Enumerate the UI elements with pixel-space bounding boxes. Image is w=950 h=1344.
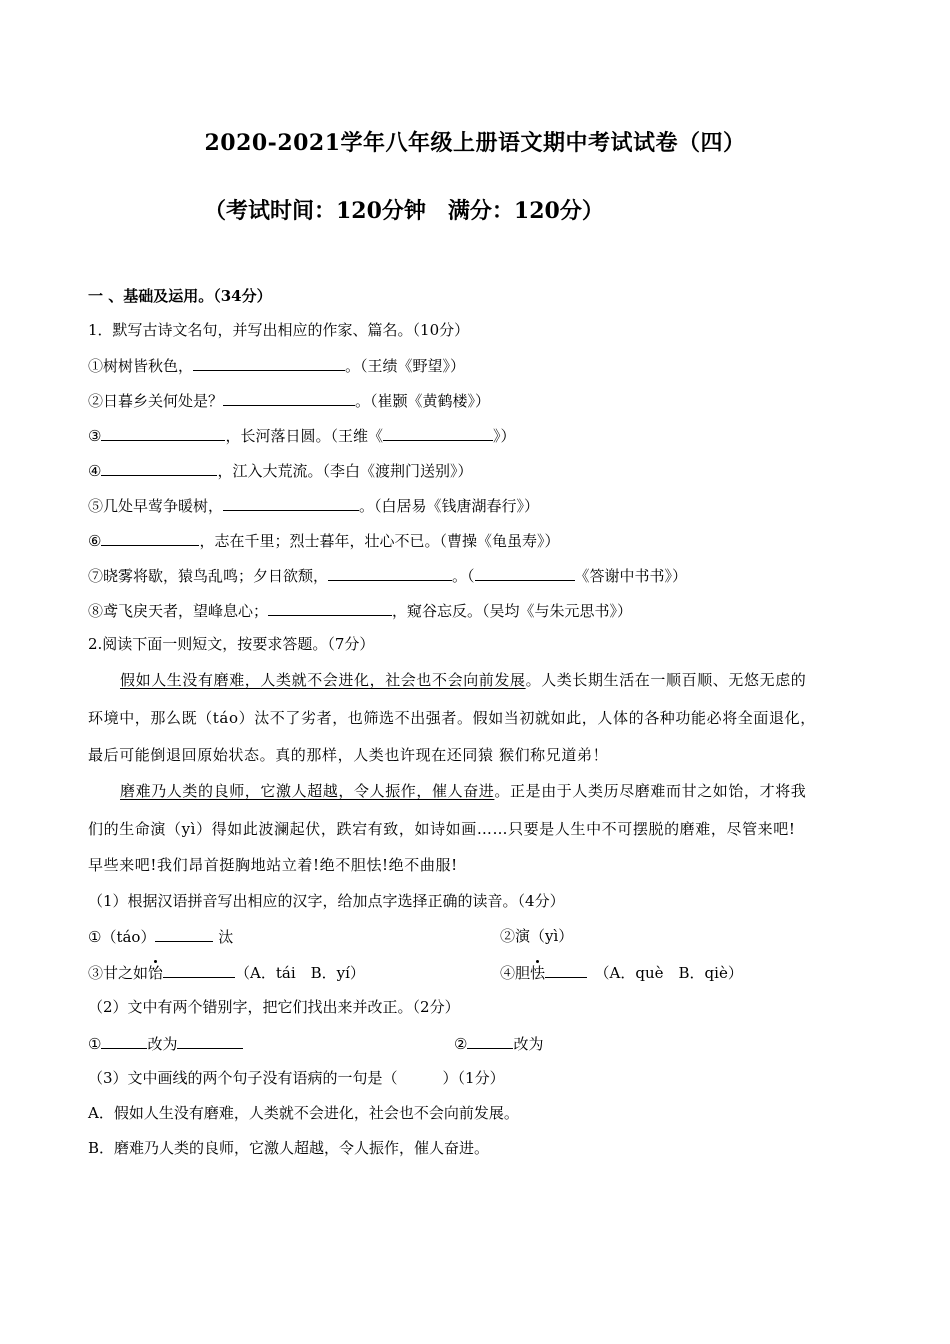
answer-blank[interactable] bbox=[545, 962, 587, 978]
answer-blank[interactable] bbox=[177, 1033, 243, 1049]
exam-title: 2020-2021学年八年级上册语文期中考试试卷（四） bbox=[204, 130, 746, 156]
q2-sub2-row bbox=[88, 1033, 544, 1054]
passage-para1-line3: 最后可能倒退回原始状态。真的那样，人类也许现在还同猿 猴们称兄道弟！ bbox=[88, 746, 609, 764]
answer-blank[interactable] bbox=[475, 565, 575, 581]
dotted-char: 怯 bbox=[530, 964, 546, 982]
answer-blank[interactable] bbox=[328, 565, 452, 581]
passage-para2-line1 bbox=[120, 781, 806, 801]
text: ③甘之如 bbox=[88, 964, 149, 982]
q1-stem: 1．默写古诗文名句，并写出相应的作家、篇名。（10分） bbox=[88, 321, 470, 339]
answer-blank[interactable] bbox=[223, 495, 359, 511]
text: 汰 bbox=[213, 928, 234, 946]
q1-line-2 bbox=[88, 390, 490, 411]
q2-sub1-stem: （1）根据汉语拼音写出相应的汉字，给加点字选择正确的读音。（4分） bbox=[88, 892, 565, 910]
text: 。（王绩《野望》） bbox=[345, 357, 466, 375]
text: 改为 bbox=[513, 1035, 544, 1053]
text: ⑥ bbox=[88, 532, 102, 550]
text: ⑧鸢飞戾天者，望峰息心； bbox=[88, 602, 269, 620]
passage-para2-line2: 们的生命演（yì）得如此波澜起伏，跌宕有致，如诗如画……只要是人生中不可摆脱的磨难，尽管来吧! bbox=[88, 820, 796, 838]
option-b[interactable]: B．磨难乃人类的良师，它激人超越，令人振作，催人奋进。 bbox=[88, 1139, 490, 1157]
text: ，长河落日圆。（王维《 bbox=[225, 427, 383, 445]
q1-line-3 bbox=[88, 425, 515, 446]
text: ②演（yì） bbox=[500, 927, 574, 945]
q2-stem: 2.阅读下面一则短文，按要求答题。（7分） bbox=[88, 635, 375, 653]
passage-para2-line3: 早些来吧!我们昂首挺胸地站立着!绝不胆怯!绝不曲服! bbox=[88, 856, 458, 874]
text: ①树树皆秋色， bbox=[88, 357, 194, 375]
text: 。人类长期生活在一顺百顺、无悠无虑的 bbox=[525, 671, 807, 689]
answer-blank[interactable] bbox=[223, 390, 355, 406]
choices: （A．què B．qiè） bbox=[602, 964, 743, 982]
q1-line-7 bbox=[88, 565, 687, 586]
text: 。正是由于人类历尽磨难而甘之如饴，才将我 bbox=[494, 782, 807, 800]
q1-line-1 bbox=[88, 355, 465, 376]
q2-sub2-stem: （2）文中有两个错别字，把它们找出来并改正。（2分） bbox=[88, 998, 460, 1016]
text: ，志在千里；烈士暮年，壮心不已。（曹操《龟虽寿》） bbox=[199, 532, 560, 550]
text: ，江入大荒流。（李白《渡荆门送别》） bbox=[217, 462, 473, 480]
answer-blank[interactable] bbox=[101, 460, 217, 476]
q1-line-5 bbox=[88, 495, 539, 516]
answer-blank[interactable] bbox=[101, 1033, 147, 1049]
q2-sub1-row1 bbox=[88, 926, 574, 947]
text: ⑦晓雾将歇，猿鸟乱鸣；夕日欲颓， bbox=[88, 567, 329, 585]
underlined-sentence-a: 假如人生没有磨难，人类就不会进化，社会也不会向前发展 bbox=[120, 671, 526, 689]
answer-blank[interactable] bbox=[155, 926, 213, 942]
passage-para1-line1 bbox=[120, 670, 806, 690]
text: ⑤几处早莺争暖树， bbox=[88, 497, 224, 515]
dotted-char: 饴 bbox=[148, 964, 164, 982]
answer-blank[interactable] bbox=[268, 600, 392, 616]
text: ③ bbox=[88, 427, 102, 445]
choices: （A．tái B．yí） bbox=[235, 964, 365, 982]
answer-blank[interactable] bbox=[163, 962, 235, 978]
answer-blank[interactable] bbox=[101, 425, 225, 441]
passage-para1-line2: 环境中，那么既（táo）汰不了劣者，也筛选不出强者。假如当初就如此，人体的各种功能必将全面退化， bbox=[88, 709, 816, 727]
option-a[interactable]: A．假如人生没有磨难，人类就不会进化，社会也不会向前发展。 bbox=[88, 1104, 519, 1122]
q1-line-6 bbox=[88, 530, 559, 551]
underlined-sentence-b: 磨难乃人类的良师，它激人超越，令人振作，催人奋进 bbox=[120, 782, 495, 800]
text: 改为 bbox=[147, 1035, 178, 1053]
text: 。（崔颢《黄鹤楼》） bbox=[355, 392, 491, 410]
q2-sub1-row2 bbox=[88, 962, 743, 983]
text: ④胆 bbox=[500, 964, 531, 982]
text: 《答谢中书书》） bbox=[574, 567, 688, 585]
text: ②日暮乡关何处是？ bbox=[88, 392, 224, 410]
text: ① bbox=[88, 1035, 102, 1053]
text: 》） bbox=[492, 427, 516, 445]
text: 。（白居易《钱唐湖春行》） bbox=[359, 497, 540, 515]
answer-blank[interactable] bbox=[101, 530, 199, 546]
q1-line-8 bbox=[88, 600, 632, 621]
text: ，窥谷忘反。（吴均《与朱元思书》） bbox=[392, 602, 633, 620]
text: ①（táo） bbox=[88, 928, 156, 946]
section-heading: 一 、基础及运用。（34分） bbox=[88, 287, 272, 305]
q1-line-4 bbox=[88, 460, 472, 481]
text: 。（ bbox=[452, 567, 475, 585]
answer-blank[interactable] bbox=[383, 425, 493, 441]
answer-blank[interactable] bbox=[467, 1033, 513, 1049]
exam-subtitle: （考试时间：120分钟 满分：120分） bbox=[204, 198, 604, 224]
text: ② bbox=[454, 1035, 468, 1053]
text: ④ bbox=[88, 462, 102, 480]
answer-blank[interactable] bbox=[193, 355, 345, 371]
q2-sub3-stem: （3）文中画线的两个句子没有语病的一句是（ ）（1分） bbox=[88, 1069, 505, 1087]
